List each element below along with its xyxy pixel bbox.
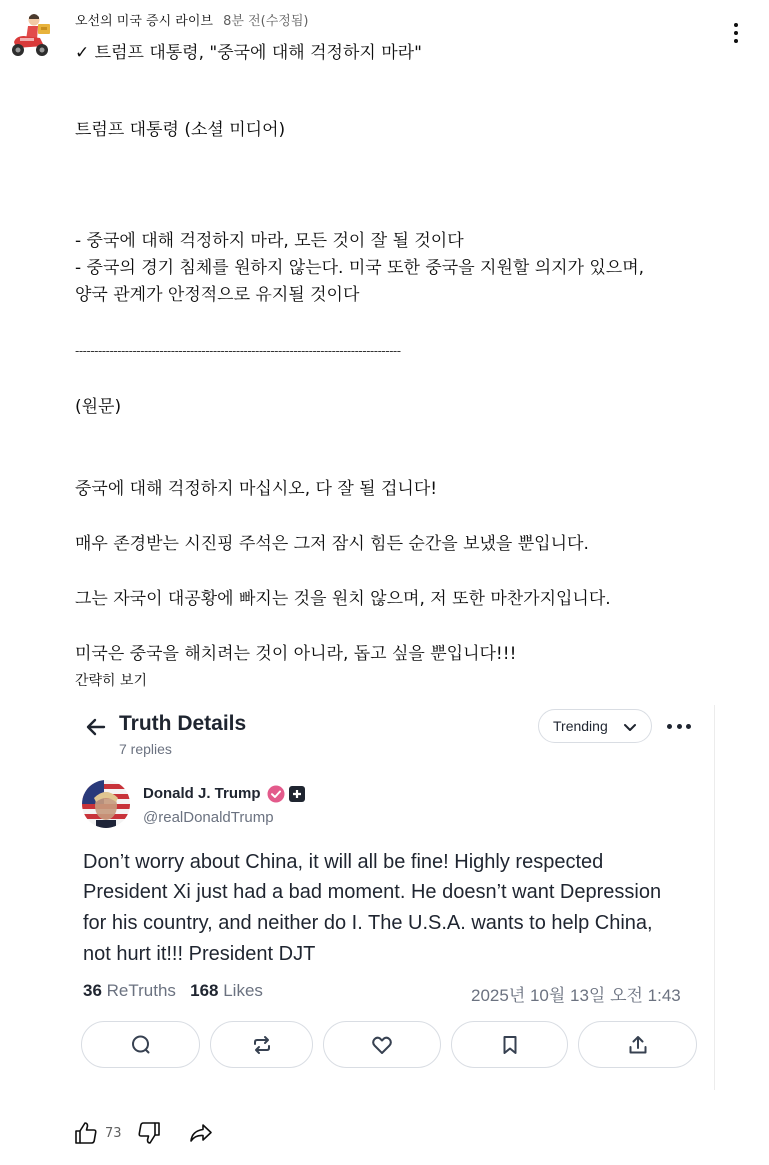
heart-icon — [371, 1034, 393, 1056]
reply-icon — [130, 1034, 152, 1056]
retruth-icon — [251, 1034, 273, 1056]
reply-button — [81, 1021, 200, 1068]
bookmark-icon — [499, 1034, 521, 1056]
post-title: ✓ 트럼프 대통령, "중국에 대해 걱정하지 마라" — [75, 43, 422, 63]
body-line: 중국에 대해 걱정하지 마십시오, 다 잘 될 겁니다! — [75, 479, 438, 499]
author-handle: @realDonaldTrump — [143, 809, 274, 826]
sort-label: Trending — [553, 718, 608, 734]
truth-text-line: for his country, and neither do I. The U.S.A. wants to help China, — [83, 912, 653, 934]
engagement-stats — [83, 981, 263, 1001]
verified-badge-icon — [267, 785, 285, 803]
body-line: 미국은 중국을 해치려는 것이 아니라, 돕고 싶을 뿐입니다!!! — [75, 644, 517, 664]
plus-badge-icon — [289, 786, 305, 802]
body-line: 양국 관계가 안정적으로 유지될 것이다 — [75, 285, 360, 305]
show-less-link[interactable]: 간략히 보기 — [75, 673, 148, 689]
like-count: 73 — [105, 1125, 122, 1141]
share-icon — [627, 1034, 649, 1056]
author-avatar — [82, 780, 130, 828]
chevron-down-icon — [623, 720, 637, 734]
body-line: - 중국의 경기 침체를 원하지 않는다. 미국 또한 중국을 지원할 의지가 있으며, — [75, 258, 645, 278]
post-time[interactable]: 8분 전(수정됨) — [223, 14, 309, 29]
retruths-count: 36 — [83, 981, 102, 1000]
author-name: Donald J. Trump — [143, 785, 261, 802]
replies-count: 7 replies — [119, 741, 172, 757]
embedded-post-image — [75, 705, 715, 1090]
delivery-scooter-avatar — [8, 12, 52, 58]
body-line: 트럼프 대통령 (소셜 미디어) — [75, 120, 286, 140]
truth-text-line: Don’t worry about China, it will all be fine! Highly respected — [83, 851, 604, 873]
truth-text-line: not hurt it!!! President DJT — [83, 943, 316, 965]
card-title: Truth Details — [119, 712, 247, 735]
kebab-menu-icon[interactable] — [726, 20, 746, 46]
post-timestamp: 2025년 10월 13일 오전 1:43 — [471, 986, 681, 1005]
vote-bar — [73, 1120, 214, 1146]
bookmark-button — [451, 1021, 568, 1068]
portrait-flag-icon — [82, 780, 130, 828]
retruths-label: ReTruths — [106, 981, 176, 1000]
truth-text-line: President Xi just had a bad moment. He doesn’t want Depression — [83, 881, 662, 903]
arrow-left-icon — [84, 715, 108, 739]
like-button — [323, 1021, 441, 1068]
likes-label: Likes — [223, 981, 263, 1000]
thumbs-up-icon[interactable] — [73, 1120, 99, 1146]
share-button — [578, 1021, 697, 1068]
share-arrow-icon[interactable] — [188, 1120, 214, 1146]
divider-line: ------------------------------------------------------------------------------------- — [75, 344, 401, 358]
more-options-icon — [667, 719, 691, 733]
post-meta — [75, 10, 308, 29]
channel-avatar[interactable] — [8, 12, 52, 58]
body-line: 매우 존경받는 시진핑 주석은 그저 잠시 힘든 순간을 보냈을 뿐입니다. — [75, 534, 589, 554]
body-line: (원문) — [75, 397, 122, 417]
sort-dropdown — [538, 709, 652, 743]
body-line: 그는 자국이 대공황에 빠지는 것을 원치 않으며, 저 또한 마찬가지입니다. — [75, 589, 611, 609]
likes-count: 168 — [190, 981, 219, 1000]
channel-name[interactable]: 오선의 미국 증시 라이브 — [75, 14, 213, 29]
thumbs-down-icon[interactable] — [136, 1120, 162, 1146]
body-line: - 중국에 대해 걱정하지 마라, 모든 것이 잘 될 것이다 — [75, 231, 464, 251]
retruth-button — [210, 1021, 313, 1068]
